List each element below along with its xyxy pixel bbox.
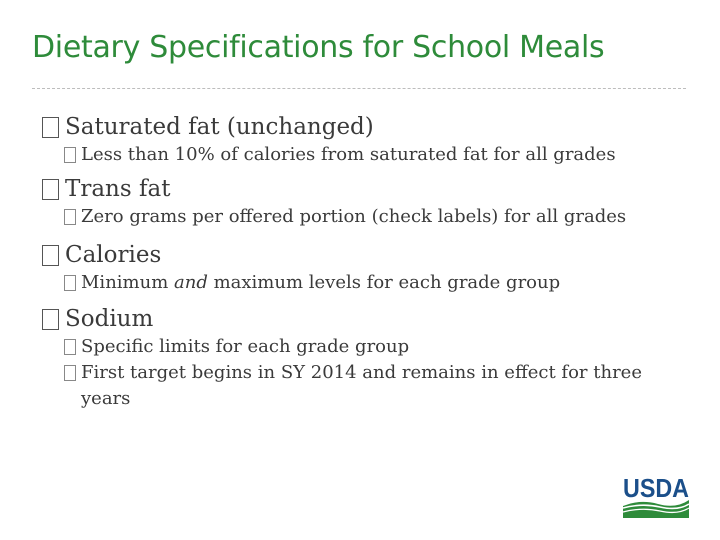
bullet-box-icon — [42, 179, 59, 200]
sub-bullet-text: Zero grams per offered portion (check labels) for all grades — [81, 206, 627, 227]
sub-bullet-box-icon — [64, 365, 76, 381]
bullet-box-icon — [42, 309, 59, 330]
title-divider — [32, 88, 686, 89]
sub-bullet — [64, 360, 690, 412]
sub-bullet-text: First target begins in SY 2014 and remains in effect for three years — [81, 362, 642, 409]
sub-bullet-box-icon — [64, 209, 76, 225]
sub-bullet-box-icon — [64, 147, 76, 163]
svg-text:USDA: USDA — [623, 473, 690, 503]
sub-bullet — [64, 334, 690, 360]
slide-title: Dietary Specifications for School Meals — [32, 30, 605, 65]
sub-bullet-box-icon — [64, 275, 76, 291]
bullet-heading: Calories — [65, 242, 162, 268]
sub-bullet-box-icon — [64, 339, 76, 355]
usda-logo-icon — [620, 470, 692, 520]
bullet-heading: Saturated fat (unchanged) — [65, 114, 374, 140]
sub-bullet-text — [81, 270, 690, 296]
bullet-box-icon — [42, 245, 59, 266]
bullet-box-icon — [42, 117, 59, 138]
sub-bullet-text: Less than 10% of calories from saturated fat for all grades — [81, 144, 616, 165]
sub-bullet — [64, 204, 690, 230]
bullet-calories — [40, 240, 690, 270]
sub-bullet-text: Specific limits for each grade group — [81, 336, 410, 357]
bullet-trans-fat — [40, 174, 690, 204]
text-run: maximum levels for each grade group — [207, 272, 561, 293]
bullet-list — [40, 112, 690, 412]
sub-bullet — [64, 270, 690, 296]
bullet-sodium — [40, 304, 690, 334]
bullet-heading: Trans fat — [65, 176, 171, 202]
emphasis-text: and — [174, 272, 208, 293]
bullet-saturated-fat — [40, 112, 690, 142]
sub-bullet — [64, 142, 690, 168]
bullet-heading: Sodium — [65, 306, 154, 332]
text-run: Minimum — [81, 272, 174, 293]
